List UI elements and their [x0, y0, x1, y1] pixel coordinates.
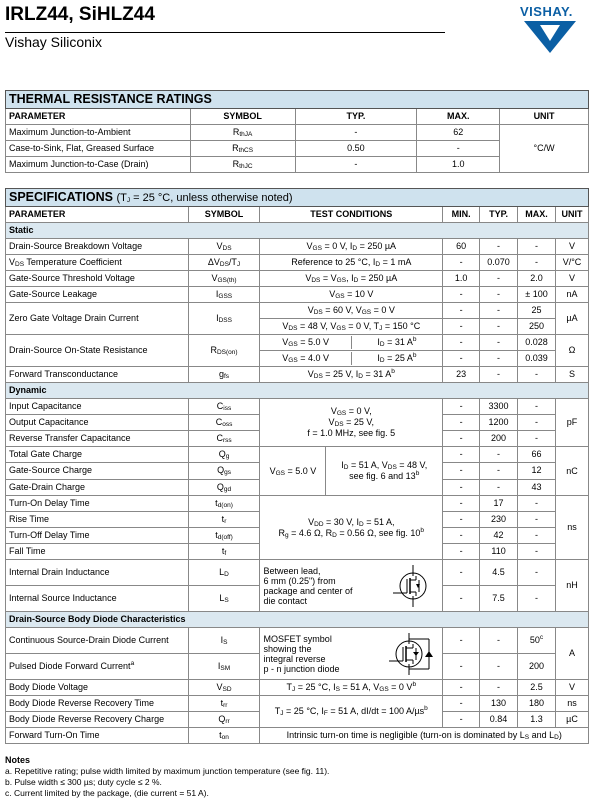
table-row: Pulsed Diode Forward Current$^a$ $I_{SM}$ - - 200 [6, 654, 589, 680]
table-row: Input Capacitance $C_{iss}$ $V_{GS} = 0$ V, $V_{DS} = 25$ V, f = 1.0 MHz, see fig. 5 - 3300 - pF [6, 399, 589, 415]
table-row: Zero Gate Voltage Drain Current $I_{DSS}$ $V_{DS} = 60$ V, $V_{GS} = 0$ V - - 25 µA [6, 303, 589, 319]
table-row: Continuous Source-Drain Diode Current $I_S$ MOSFET symbol showing the integral reverse p - n junction diode - - 50$^c$ A [6, 628, 589, 654]
part-number-title: IRLZ44, SiHLZ44 [5, 4, 155, 25]
table-row: Total Gate Charge $Q_g$ $V_{GS} = 5.0$ V $I_D = 51$ A, $V_{DS} = 48$ V, see fig. 6 and 13$^b$ - - 66 nC [6, 447, 589, 463]
table-row: Body Diode Voltage $V_{SD}$ $T_J = 25$ °C, $I_S = 51$ A, $V_{GS} = 0$ $V^b$ - - 2.5 V [6, 680, 589, 696]
table-row: Case-to-Sink, Flat, Greased Surface $R_{thCS}$ 0.50 - [6, 141, 589, 157]
table-row: Rise Time $t_r$ - 230 - [6, 512, 589, 528]
logo-wordmark: VISHAY. [520, 4, 573, 19]
thermal-section-header: THERMAL RESISTANCE RATINGS [6, 91, 589, 109]
spec-column-headers: PARAMETER SYMBOL TEST CONDITIONS MIN. TYP. MAX. UNIT [6, 207, 589, 223]
document-header [5, 4, 445, 51]
company-name: Vishay Siliconix [5, 32, 445, 51]
table-row: Forward Turn-On Time $t_{on}$ Intrinsic turn-on time is negligible (turn-on is dominated by $L_S$ and $L_D$) [6, 728, 589, 744]
table-row: Turn-On Delay Time $t_{d(on)}$ $V_{DD} = 30$ V, $I_D = 51$ A, $R_g = 4.6$ Ω, $R_D = 0.56$ Ω, see fig. 10$^b$ - 17 - ns [6, 496, 589, 512]
vishay-logo [520, 4, 588, 60]
table-row: Maximum Junction-to-Case (Drain) $R_{thJC}$ - 1.0 [6, 157, 589, 173]
logo-triangle-icon [520, 19, 580, 55]
table-row: Gate-Drain Charge $Q_{gd}$ - - 43 [6, 479, 589, 495]
table-row: $V_{DS} = 48$ V, $V_{GS} = 0$ V, $T_J = 150$ °C - - 250 [6, 319, 589, 335]
dynamic-subsection: Dynamic [6, 383, 589, 399]
note-item: b. Pulse width ≤ 300 µs; duty cycle ≤ 2 %. [5, 777, 162, 787]
mosfet-diode-symbol-icon [383, 631, 439, 677]
notes: Notes a. Repetitive rating; pulse width limited by maximum junction temperature (see fig. 11). b. Pulse width ≤ 300 µs; duty cycle ≤ 2 %. c. Current limited by the package, (die current = 51 A). [5, 755, 330, 798]
thermal-resistance-table [5, 90, 589, 173]
table-row: Forward Transconductance $g_{fs}$ $V_{DS} = 25$ V, $I_D = 31$ $A^b$ 23 - - S [6, 367, 589, 383]
table-row: $V_{GS} = 4.0$ V $I_D = 25$ $A^b$ - - 0.039 [6, 351, 589, 367]
table-row: Gate-Source Threshold Voltage $V_{GS(th)}$ $V_{DS} = V_{GS}$, $I_D = 250$ µA 1.0 - 2.0 V [6, 271, 589, 287]
spec-section-header: SPECIFICATIONS ($T_J = 25$ °C, unless otherwise noted) [6, 189, 589, 207]
thermal-column-headers: PARAMETER SYMBOL TYP. MAX. UNIT [6, 109, 589, 125]
table-row: Internal Drain Inductance $L_D$ Between lead, 6 mm (0.25") from package and center of die contact - 4.5 - nH [6, 560, 589, 586]
table-row: Gate-Source Leakage $I_{GSS}$ $V_{GS} = 10$ V - - ± 100 nA [6, 287, 589, 303]
table-row: Body Diode Reverse Recovery Time $t_{rr}$ $T_J = 25$ °C, $I_F = 51$ A, dI/dt = 100 A/µs$^b$ - 130 180 ns [6, 696, 589, 712]
table-row: Maximum Junction-to-Ambient $R_{thJA}$ - 62 °C/W [6, 125, 589, 141]
table-row: Output Capacitance $C_{oss}$ - 1200 - [6, 415, 589, 431]
static-subsection: Static [6, 223, 589, 239]
mosfet-symbol-icon [383, 563, 439, 609]
diode-subsection: Drain-Source Body Diode Characteristics [6, 612, 589, 628]
note-item: c. Current limited by the package, (die current = 51 A). [5, 788, 209, 798]
table-row: Body Diode Reverse Recovery Charge $Q_{rr}$ - 0.84 1.3 µC [6, 712, 589, 728]
table-row: Reverse Transfer Capacitance $C_{rss}$ - 200 - [6, 431, 589, 447]
table-row: Turn-Off Delay Time $t_{d(off)}$ - 42 - [6, 528, 589, 544]
specifications-table [5, 188, 589, 744]
table-row: Gate-Source Charge $Q_{gs}$ - - 12 [6, 463, 589, 479]
table-row: $V_{DS}$ Temperature Coefficient $\Delta V_{DS}/T_J$ Reference to 25 °C, $I_D = 1$ mA - 0.070 - V/°C [6, 255, 589, 271]
table-row: Fall Time $t_f$ - 110 - [6, 544, 589, 560]
table-row: Drain-Source Breakdown Voltage $V_{DS}$ $V_{GS} = 0$ V, $I_D = 250$ µA 60 - - V [6, 239, 589, 255]
note-item: a. Repetitive rating; pulse width limited by maximum junction temperature (see fig. 11). [5, 766, 330, 776]
table-row: Drain-Source On-State Resistance $R_{DS(on)}$ $V_{GS} = 5.0$ V $I_D = 31$ $A^b$ - - 0.028 Ω [6, 335, 589, 351]
table-row: Internal Source Inductance $L_S$ - 7.5 - [6, 586, 589, 612]
